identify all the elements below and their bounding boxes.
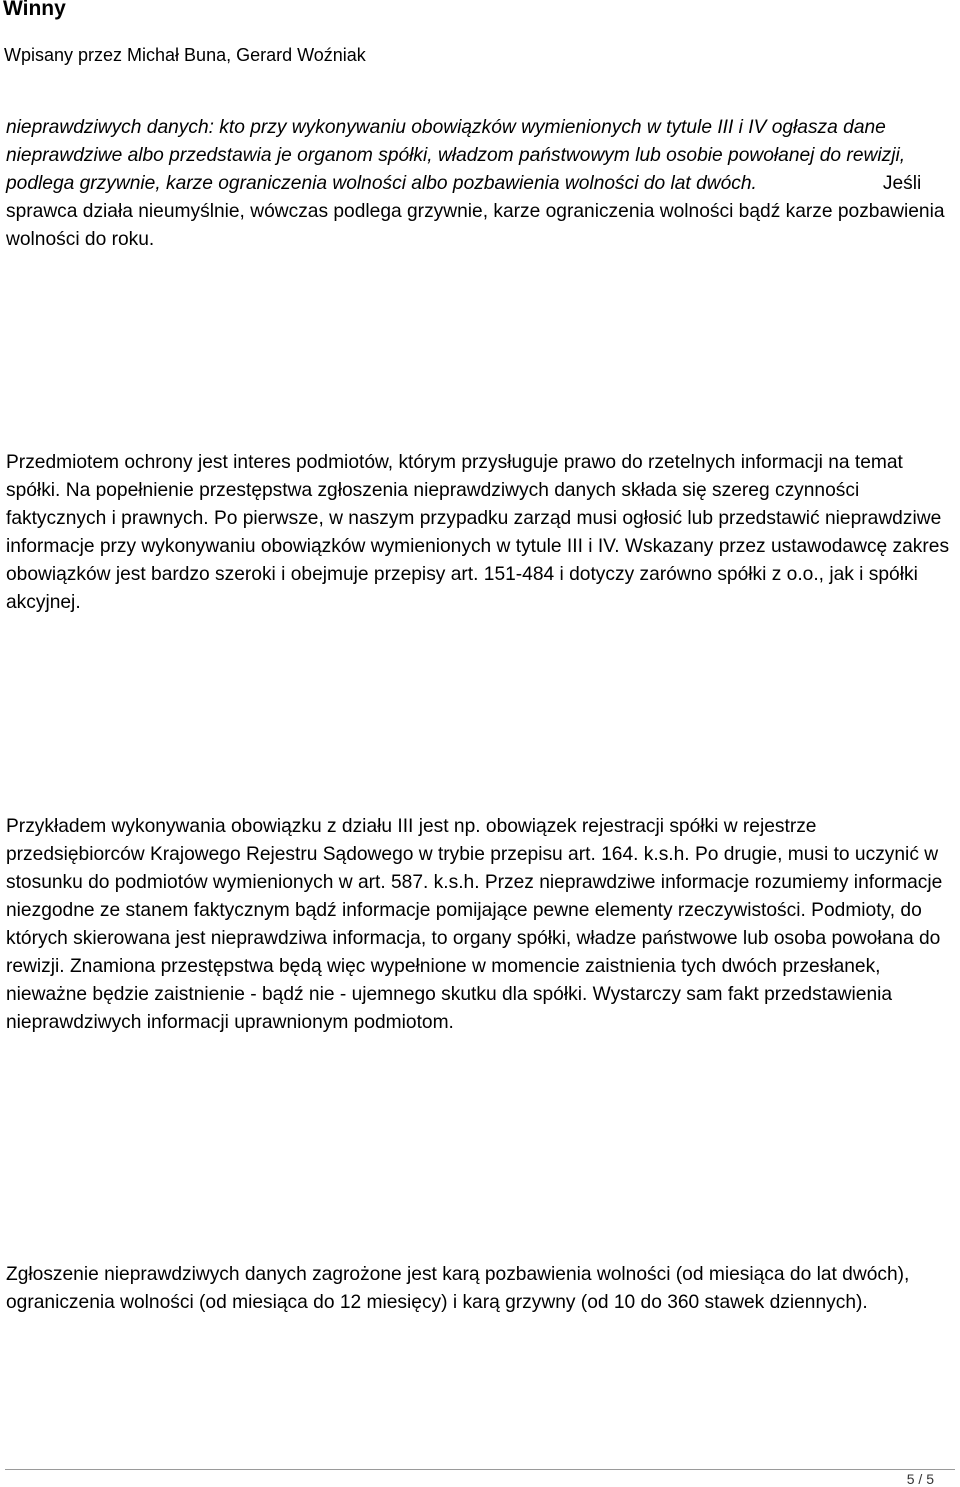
paragraph-quote-italic: nieprawdziwych danych: kto przy wykonywaniu obowiązków wymienionych w tytule III i IV ogłasza dane nieprawdziwe albo przedstawia je organom spółki, władzom państwowym lub osobie powołanej do rewizji, podlega grzywnie, karze ograniczenia wolności albo pozbawienia wolności do lat dwóch. [6, 117, 906, 194]
paragraph-penalty: Zgłoszenie nieprawdziwych danych zagrożone jest karą pozbawienia wolności (od miesiąca do lat dwóch), ograniczenia wolności (od miesiąca do 12 miesięcy) i karą grzywny (od 10 do 360 stawek dziennych). [6, 1264, 910, 1313]
paragraph-quote-continuation: Jeśli sprawca działa nieumyślnie, wówczas podlega grzywnie, karze ograniczenia wolności bądź karze pozbawienia wolności do roku. [6, 173, 945, 250]
footer-divider [5, 1469, 955, 1470]
page-number: 5 / 5 [906, 1471, 934, 1487]
document-title: Winny [3, 0, 66, 20]
paragraph-penal-provision [6, 114, 952, 254]
paragraph-obligation-example: Przykładem wykonywania obowiązku z działu III jest np. obowiązek rejestracji spółki w rejestrze przedsiębiorców Krajowego Rejestru Sądowego w trybie przepisu art. 164. k.s.h. Po drugie, musi to uczynić w stosunku do podmiotów wymienionych w art. 587. k.s.h. Przez nieprawdziwe informacje rozumiemy informacje niezgodne ze stanem faktycznym bądź informacje pomijające pewne elementy rzeczywistości. Podmioty, do których skierowana jest nieprawdziwa informacja, to organy spółki, władze państwowe lub osoba powołana do rewizji. Znamiona przestępstwa będą więc wypełnione w momencie zaistnienia tych dwóch przesłanek, nieważne będzie zaistnienie - bądź nie - ujemnego skutku dla spółki. Wystarczy sam fakt przedstawienia nieprawdziwych informacji uprawnionym podmiotom. [6, 816, 943, 1033]
document-authors: Wpisany przez Michał Buna, Gerard Woźniak [4, 45, 366, 65]
paragraph-protection-subject: Przedmiotem ochrony jest interes podmiotów, którym przysługuje prawo do rzetelnych informacji na temat spółki. Na popełnienie przestępstwa zgłoszenia nieprawdziwych danych składa się szereg czynności faktycznych i prawnych. Po pierwsze, w naszym przypadku zarząd musi ogłosić lub przedstawić nieprawdziwe informacje przy wykonywaniu obowiązków wymienionych w tytule III i IV. Wskazany przez ustawodawcę zakres obowiązków jest bardzo szeroki i obejmuje przepisy art. 151-484 i dotyczy zarówno spółki z o.o., jak i spółki akcyjnej. [6, 452, 950, 613]
